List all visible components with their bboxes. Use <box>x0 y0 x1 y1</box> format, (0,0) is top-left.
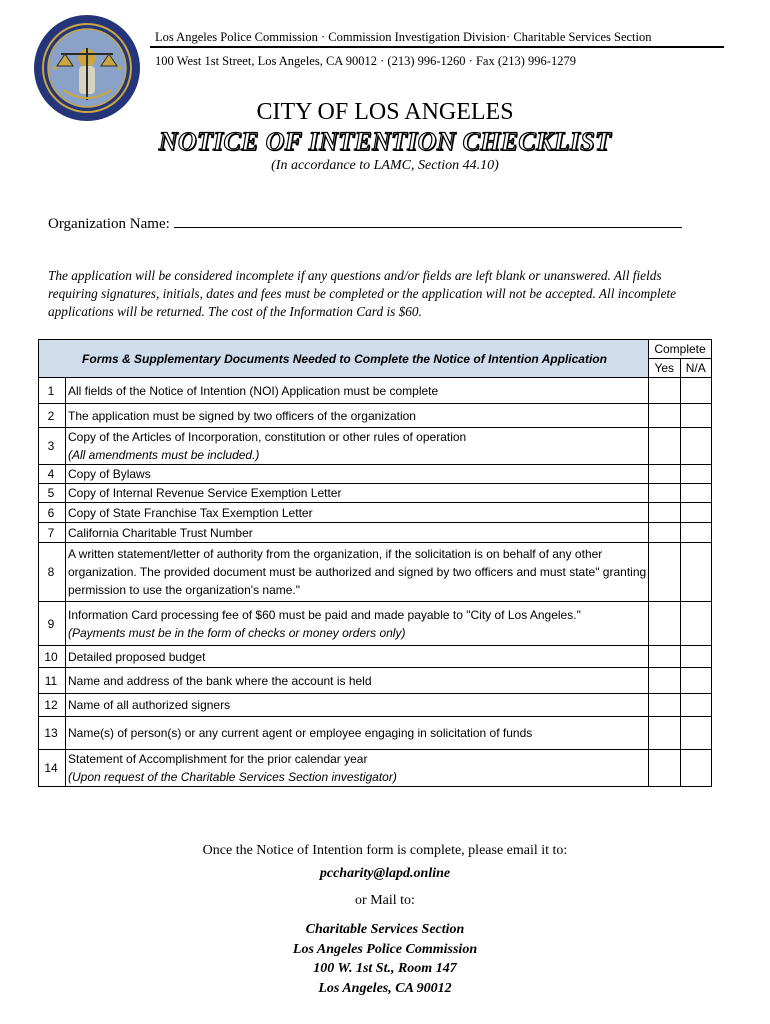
na-checkbox-cell[interactable] <box>680 543 712 602</box>
requirement-text: Copy of Bylaws <box>68 467 151 481</box>
na-checkbox-cell[interactable] <box>680 523 712 543</box>
checklist-row <box>39 523 712 543</box>
checklist-row <box>39 646 712 668</box>
requirement-note: (All amendments must be included.) <box>68 448 260 462</box>
yes-checkbox-cell[interactable] <box>649 694 681 717</box>
requirement-text: Name(s) of person(s) or any current agent or employee engaging in solicitation of funds <box>68 726 533 740</box>
checklist-row <box>39 602 712 646</box>
row-requirement <box>66 428 649 465</box>
address-line: Charitable Services Section <box>305 922 465 937</box>
checklist-row <box>39 404 712 428</box>
row-number: 8 <box>39 543 66 602</box>
row-number: 4 <box>39 465 66 484</box>
yes-checkbox-cell[interactable] <box>649 750 681 787</box>
footer-mailing-address <box>0 920 770 998</box>
row-requirement <box>66 465 649 484</box>
yes-checkbox-cell[interactable] <box>649 523 681 543</box>
checklist-row <box>39 717 712 750</box>
document-subtitle: (In accordance to LAMC, Section 44.10) <box>271 158 499 173</box>
yes-checkbox-cell[interactable] <box>649 404 681 428</box>
checklist-header: Forms & Supplementary Documents Needed to Complete the Notice of Intention Application <box>39 340 649 378</box>
requirement-text: Detailed proposed budget <box>68 649 206 664</box>
requirement-text: Copy of Internal Revenue Service Exemption Letter <box>68 486 342 500</box>
city-title: CITY OF LOS ANGELES <box>256 99 514 125</box>
checklist-row <box>39 668 712 694</box>
checklist-row <box>39 543 712 602</box>
na-checkbox-cell[interactable] <box>680 750 712 787</box>
na-checkbox-cell[interactable] <box>680 668 712 694</box>
requirement-text: The application must be signed by two officers of the organization <box>68 408 416 423</box>
checklist-row <box>39 465 712 484</box>
row-number: 9 <box>39 602 66 646</box>
complete-label: Complete <box>649 340 711 359</box>
requirement-text: Copy of the Articles of Incorporation, constitution or other rules of operation <box>68 430 467 444</box>
row-number: 2 <box>39 404 66 428</box>
header-divider <box>150 46 724 48</box>
na-checkbox-cell[interactable] <box>680 503 712 523</box>
organization-name-row <box>48 213 682 233</box>
yes-checkbox-cell[interactable] <box>649 503 681 523</box>
row-requirement <box>66 717 649 750</box>
row-requirement <box>66 378 649 404</box>
na-checkbox-cell[interactable] <box>680 646 712 668</box>
requirement-text: Name of all authorized signers <box>68 698 231 712</box>
na-column-label: N/A <box>680 359 712 377</box>
address-line: Los Angeles Police Commission <box>292 941 478 957</box>
checklist-row <box>39 428 712 465</box>
address-line: 100 W. 1st St., Room 147 <box>313 961 457 976</box>
organization-name-label: Organization Name: <box>48 216 170 232</box>
yes-checkbox-cell[interactable] <box>649 668 681 694</box>
na-checkbox-cell[interactable] <box>680 428 712 465</box>
requirement-note: (Payments must be in the form of checks or money orders only) <box>68 625 406 640</box>
na-checkbox-cell[interactable] <box>680 404 712 428</box>
row-number: 7 <box>39 523 66 543</box>
row-number: 1 <box>39 378 66 404</box>
row-number: 12 <box>39 694 66 717</box>
row-requirement <box>66 543 649 602</box>
footer-instructions: Once the Notice of Intention form is complete, please email it to: <box>202 843 568 858</box>
document-title: NOTICE OF INTENTION CHECKLIST <box>158 127 612 156</box>
checklist-row <box>39 750 712 787</box>
organization-name-field[interactable] <box>174 213 682 228</box>
row-requirement <box>66 646 649 668</box>
row-requirement <box>66 523 649 543</box>
na-checkbox-cell[interactable] <box>680 378 712 404</box>
row-requirement <box>66 404 649 428</box>
header-agency-line: Los Angeles Police Commission · Commission Investigation Division· Charitable Services Section <box>155 30 652 44</box>
row-requirement <box>66 694 649 717</box>
row-number: 6 <box>39 503 66 523</box>
row-requirement <box>66 750 649 787</box>
requirement-text: Statement of Accomplishment for the prior calendar year <box>68 752 368 766</box>
row-number: 14 <box>39 750 66 787</box>
na-checkbox-cell[interactable] <box>680 602 712 646</box>
yes-checkbox-cell[interactable] <box>649 646 681 668</box>
na-checkbox-cell[interactable] <box>680 717 712 750</box>
yes-checkbox-cell[interactable] <box>649 543 681 602</box>
requirement-text: Copy of State Franchise Tax Exemption Letter <box>68 505 313 520</box>
requirement-text: All fields of the Notice of Intention (NOI) Application must be complete <box>68 383 439 398</box>
row-requirement <box>66 668 649 694</box>
row-number: 10 <box>39 646 66 668</box>
requirement-text: California Charitable Trust Number <box>68 525 253 540</box>
row-number: 3 <box>39 428 66 465</box>
footer-or-mail: or Mail to: <box>355 893 415 908</box>
yes-checkbox-cell[interactable] <box>649 465 681 484</box>
row-requirement <box>66 602 649 646</box>
requirement-note: (Upon request of the Charitable Services Section investigator) <box>68 770 397 784</box>
na-checkbox-cell[interactable] <box>680 484 712 503</box>
row-requirement <box>66 503 649 523</box>
requirement-text: Information Card processing fee of $60 must be paid and made payable to "City of Los Angeles." <box>68 607 581 622</box>
yes-checkbox-cell[interactable] <box>649 602 681 646</box>
yes-column-label: Yes <box>654 361 675 375</box>
address-line: Los Angeles, CA 90012 <box>318 980 452 996</box>
complete-header <box>649 340 712 378</box>
checklist-table <box>38 339 712 787</box>
row-number: 13 <box>39 717 66 750</box>
yes-checkbox-cell[interactable] <box>649 378 681 404</box>
checklist-row <box>39 484 712 503</box>
yes-checkbox-cell[interactable] <box>649 484 681 503</box>
footer-email-link[interactable]: pccharity@lapd.online <box>319 866 451 881</box>
na-checkbox-cell[interactable] <box>680 465 712 484</box>
requirement-text: A written statement/letter of authority from the organization, if the solicitation is on behalf of any other organization. The provided document must be authorized and signed by two officers and must state" granting permission to use the organization's name." <box>68 547 647 597</box>
header-address-line: 100 West 1st Street, Los Angeles, CA 90012 · (213) 996-1260 · Fax (213) 996-1279 <box>155 54 576 68</box>
row-number: 5 <box>39 484 66 503</box>
na-checkbox-cell[interactable] <box>680 694 712 717</box>
checklist-row <box>39 694 712 717</box>
row-number: 11 <box>39 668 66 694</box>
row-requirement <box>66 484 649 503</box>
checklist-row <box>39 503 712 523</box>
yes-checkbox-cell[interactable] <box>649 717 681 750</box>
requirement-text: Name and address of the bank where the account is held <box>68 673 372 688</box>
yes-checkbox-cell[interactable] <box>649 428 681 465</box>
checklist-header-row <box>39 340 712 378</box>
checklist-row <box>39 378 712 404</box>
completeness-warning: The application will be considered incomplete if any questions and/or fields are left blank or unanswered. All fields requiring signatures, initials, dates and fees must be completed or the application will not be accepted. All incomplete applications will be returned. The cost of the Information Card is $60. <box>48 268 677 319</box>
